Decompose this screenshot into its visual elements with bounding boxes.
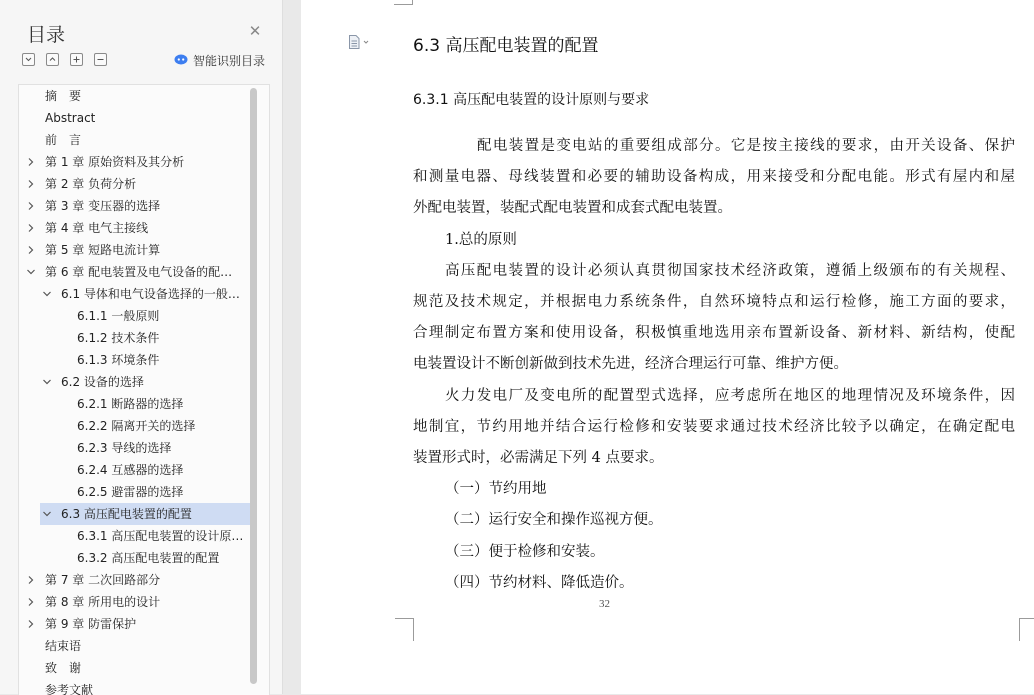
toc-item-label: 第 5 章 短路电流计算 bbox=[45, 243, 161, 257]
toc-item[interactable] bbox=[19, 371, 251, 393]
minus-icon[interactable] bbox=[94, 53, 107, 66]
toc-item[interactable] bbox=[19, 657, 251, 679]
chevron-down-icon[interactable] bbox=[25, 266, 37, 278]
crop-mark bbox=[1019, 618, 1034, 641]
chevron-right-icon[interactable] bbox=[25, 244, 37, 256]
paragraph-line: 高压配电装置的设计必须认真贯彻国家技术经济政策，遵循上级颁布的有关规程、 bbox=[445, 263, 1015, 279]
paragraph-line: 1.总的原则 bbox=[445, 232, 517, 248]
paragraph-line: （一）节约用地 bbox=[445, 481, 547, 497]
toc-item[interactable] bbox=[19, 481, 251, 503]
paragraph-line: 外配电装置，装配式配电装置和成套式配电装置。 bbox=[413, 200, 732, 216]
chevron-down-icon[interactable] bbox=[41, 288, 53, 300]
chevron-right-icon[interactable] bbox=[25, 618, 37, 630]
chevron-right-icon[interactable] bbox=[25, 178, 37, 190]
toc-item[interactable] bbox=[40, 503, 251, 525]
toc-item-label: 6.2.4 互感器的选择 bbox=[77, 463, 184, 477]
chevron-right-icon[interactable] bbox=[25, 574, 37, 586]
toc-item[interactable] bbox=[19, 107, 251, 129]
toc-item-label: 第 3 章 变压器的选择 bbox=[45, 199, 161, 213]
toc-item[interactable] bbox=[19, 415, 251, 437]
toc-item[interactable] bbox=[19, 591, 251, 613]
toc-item-label: 第 1 章 原始资料及其分析 bbox=[45, 155, 185, 169]
chevron-right-icon[interactable] bbox=[25, 222, 37, 234]
toc-item-label: 6.3.1 高压配电装置的设计原… bbox=[77, 529, 244, 543]
paragraph-line: 合理制定布置方案和使用设备，积极慎重地选用亲布置新设备、新材料、新结构，使配 bbox=[413, 325, 1015, 341]
chevron-down-icon[interactable] bbox=[41, 508, 53, 520]
paragraph-line: 电装置设计不断创新做到技术先进，经济合理运行可靠、维护方便。 bbox=[413, 356, 848, 372]
toc-item[interactable] bbox=[19, 569, 251, 591]
toc-item[interactable] bbox=[19, 393, 251, 415]
toc-item-label: 6.3 高压配电装置的配置 bbox=[61, 507, 192, 521]
toc-item-label: 6.2.3 导线的选择 bbox=[77, 441, 172, 455]
toc-item[interactable] bbox=[19, 679, 251, 695]
toc-item[interactable] bbox=[19, 327, 251, 349]
document-icon[interactable] bbox=[348, 34, 370, 50]
toc-item[interactable] bbox=[19, 437, 251, 459]
document-area bbox=[283, 0, 1034, 694]
toc-item[interactable] bbox=[19, 283, 251, 305]
toc-item-label: 摘 要 bbox=[45, 89, 82, 103]
chevron-right-icon[interactable] bbox=[25, 200, 37, 212]
paragraph-line: 火力发电厂及变电所的配置型式选择，应考虑所在地区的地理情况及环境条件，因 bbox=[445, 388, 1015, 404]
expand-up-icon[interactable] bbox=[46, 53, 59, 66]
paragraph-line: （三）便于检修和安装。 bbox=[445, 544, 605, 560]
toc-item[interactable] bbox=[19, 635, 251, 657]
toc-item-label: 参考文献 bbox=[45, 683, 94, 695]
toc-item[interactable] bbox=[19, 525, 251, 547]
toc-item[interactable] bbox=[19, 85, 251, 107]
toc-item-label: 6.1.2 技术条件 bbox=[77, 331, 160, 345]
toc-item-label: 第 9 章 防雷保护 bbox=[45, 617, 137, 631]
close-icon[interactable]: ✕ bbox=[248, 22, 262, 40]
toc-item[interactable] bbox=[19, 261, 251, 283]
toc-item-label: 第 6 章 配电装置及电气设备的配… bbox=[45, 265, 233, 279]
toc-item[interactable] bbox=[19, 613, 251, 635]
paragraph-line: 规范及技术规定，并根据电力系统条件，自然环境特点和运行检修，施工方面的要求， bbox=[413, 294, 1015, 310]
paragraph-line: 和测量电器、母线装置和必要的辅助设备构成，用来接受和分配电能。形式有屋内和屋 bbox=[413, 169, 1015, 185]
chevron-right-icon[interactable] bbox=[25, 156, 37, 168]
toc-item-label: 6.2.5 避雷器的选择 bbox=[77, 485, 184, 499]
toc-item[interactable] bbox=[19, 173, 251, 195]
toc-item[interactable] bbox=[19, 217, 251, 239]
smart-toc-label: 智能识别目录 bbox=[193, 54, 266, 68]
paragraph-line: （四）节约材料、降低造价。 bbox=[445, 575, 634, 591]
toc-item[interactable] bbox=[19, 195, 251, 217]
paragraph-line: （二）运行安全和操作巡视方便。 bbox=[445, 512, 663, 528]
toc-item[interactable] bbox=[19, 459, 251, 481]
toc-item[interactable] bbox=[19, 151, 251, 173]
paragraph-line: 地制宜，节约用地并结合运行检修和安装要求通过技术经济比较予以确定，在确定配电 bbox=[413, 419, 1015, 435]
page-number: 32 bbox=[599, 598, 610, 610]
toc-item-label: 第 2 章 负荷分析 bbox=[45, 177, 137, 191]
toc-item-label: 6.2.1 断路器的选择 bbox=[77, 397, 184, 411]
toc-item[interactable] bbox=[19, 349, 251, 371]
section-heading: 6.3 高压配电装置的配置 bbox=[413, 36, 599, 56]
toc-item[interactable] bbox=[19, 129, 251, 151]
toc-item-label: Abstract bbox=[45, 111, 96, 125]
subsection-heading: 6.3.1 高压配电装置的设计原则与要求 bbox=[413, 92, 650, 108]
paragraph-line: 配电装置是变电站的重要组成部分。它是按主接线的要求，由开关设备、保护 bbox=[477, 138, 1015, 154]
toc-item-label: 第 8 章 所用电的设计 bbox=[45, 595, 161, 609]
toc-item-label: 致 谢 bbox=[45, 661, 82, 675]
plus-icon[interactable] bbox=[70, 53, 83, 66]
document-page bbox=[301, 0, 1034, 694]
toc-item[interactable] bbox=[19, 305, 251, 327]
toc-item-label: 6.1.3 环境条件 bbox=[77, 353, 160, 367]
toc-item[interactable] bbox=[19, 547, 251, 569]
toc-item-label: 6.1.1 一般原则 bbox=[77, 309, 160, 323]
chevron-down-icon[interactable] bbox=[41, 376, 53, 388]
toc-item-label: 6.2 设备的选择 bbox=[61, 375, 144, 389]
paragraph-line: 装置形式时，必需满足下列 4 点要求。 bbox=[413, 450, 664, 466]
toc-item-label: 6.3.2 高压配电装置的配置 bbox=[77, 551, 220, 565]
toc-item[interactable] bbox=[19, 239, 251, 261]
toc-title: 目录 bbox=[27, 24, 66, 46]
toc-item-label: 结束语 bbox=[45, 639, 82, 653]
chevron-right-icon[interactable] bbox=[25, 596, 37, 608]
toc-item-label: 前 言 bbox=[45, 133, 82, 147]
toc-panel bbox=[0, 0, 283, 694]
toc-item-label: 第 7 章 二次回路部分 bbox=[45, 573, 161, 587]
toc-list bbox=[18, 84, 270, 695]
toc-item-label: 第 4 章 电气主接线 bbox=[45, 221, 149, 235]
crop-mark bbox=[394, 0, 413, 5]
toc-scrollbar[interactable] bbox=[250, 88, 257, 684]
collapse-all-icon[interactable] bbox=[22, 53, 35, 66]
crop-mark bbox=[395, 618, 414, 641]
toc-item-label: 6.2.2 隔离开关的选择 bbox=[77, 419, 196, 433]
toc-item-label: 6.1 导体和电气设备选择的一般… bbox=[61, 287, 240, 301]
ai-cloud-icon bbox=[174, 53, 188, 65]
